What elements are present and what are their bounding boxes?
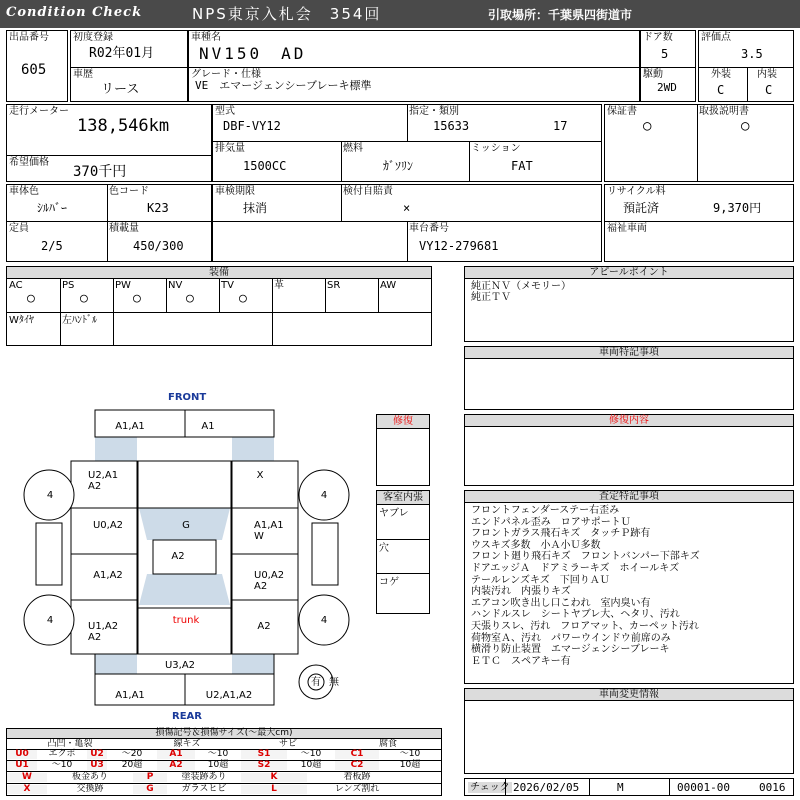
equip-key-2: PW — [115, 280, 131, 291]
front-label: FRONT — [168, 392, 207, 403]
spare-tire-no: 無 — [329, 677, 339, 688]
inspection-line: ハンドルスレ シートヤブレ大、ヘタリ、汚れ — [471, 609, 680, 621]
legend-code: S1 — [241, 750, 287, 759]
change-info-box: 車両変更情報 — [464, 688, 794, 774]
recycle-fee: 9,370円 — [713, 201, 762, 215]
mileage: 138,546km — [77, 116, 170, 136]
interior-burn: コゲ — [379, 577, 399, 588]
dmg-rr-door: U0,A2 A2 — [254, 570, 285, 592]
model-type: DBF-VY12 — [223, 119, 281, 133]
legend-desc: ～10 — [300, 749, 322, 759]
interior-box: 客室内張 ヤブレ 穴 コゲ — [376, 490, 430, 614]
repair-content-box: 修復内容 — [464, 414, 794, 486]
dmg-roof: A2 — [171, 551, 185, 562]
inspection-line: ドアエッジＡ ドアミラーキズ ホイールキズ — [471, 563, 680, 574]
check-label: チェック — [470, 782, 510, 793]
exterior-grade: C — [717, 83, 725, 97]
legend-code: P — [133, 773, 167, 782]
spec-box: 型式 DBF-VY12 指定・類別 15633 17 排気量 1500CC 燃料 ｶﾞｿﾘﾝ ミッション FAT — [212, 104, 602, 182]
inspection-line: エアコン吹き出し口こわれ 室内臭い有 — [471, 597, 651, 609]
inspection-line: フロントガラス飛石キズ タッチＰ跡有 — [471, 528, 651, 540]
tire-fr: 4 — [320, 490, 328, 501]
inspection-line: フロント廻り飛石キズ フロントバンパー下部キズ — [471, 551, 700, 563]
first-reg: R02年01月 — [89, 46, 155, 61]
legend-desc: エクボ — [48, 749, 76, 759]
legend-code: C2 — [335, 761, 379, 770]
equip-key-3: NV — [168, 280, 183, 291]
frame-number: VY12-279681 — [419, 239, 499, 253]
legend-desc: 10超 — [399, 760, 421, 770]
dmg-rl-quarter: U1,A2 A2 — [88, 621, 119, 643]
dmg-fr-fender: X — [256, 470, 264, 481]
legend-desc: 10超 — [207, 760, 229, 770]
legend-code: A1 — [157, 750, 195, 759]
pickup-location: 引取場所：千葉県四街道市 — [488, 8, 633, 22]
brand-title: Condition Check — [6, 5, 143, 20]
equip-key-0: AC — [9, 280, 23, 291]
legend-desc: 20超 — [121, 760, 143, 770]
check-num: 0016 — [759, 781, 786, 794]
special-notes-box: 車両特記事項 — [464, 346, 794, 410]
body-color: ｼﾙﾊﾞｰ — [37, 201, 68, 215]
legend-code: S2 — [241, 761, 287, 770]
check-code: 00001-00 — [677, 781, 730, 794]
model-name: NV150 AD — [199, 44, 307, 63]
manual-mark: ○ — [741, 118, 750, 134]
legend-desc: 10超 — [300, 760, 322, 770]
legend-code: G — [133, 785, 167, 794]
interior-tear: ヤブレ — [379, 508, 409, 519]
inspection-line: 天張りスレ、汚れ フロアマット、カーペット汚れ — [471, 621, 699, 632]
equip-key-7: AW — [380, 280, 397, 291]
displacement: 1500CC — [243, 159, 287, 173]
color-box: 車体色 ｼﾙﾊﾞｰ 色コード K23 定員 2/5 積載量 450/300 — [6, 184, 212, 262]
score-box: 評価点 3.5 外装 内装 C C — [698, 30, 794, 102]
legend-desc: レンズ割れ — [334, 784, 380, 794]
liability-insurance: × — [403, 201, 411, 215]
inspection-line: テールレンズキズ 下回りＡＵ — [471, 574, 610, 586]
legend-code: X — [7, 785, 47, 794]
dmg-fr-door: A1,A1 W — [254, 520, 284, 542]
legend-code: A2 — [157, 761, 195, 770]
equip-value-3: ○ — [186, 291, 194, 306]
recycle-status: 預託済 — [623, 201, 660, 215]
legend-desc: 板金あり — [71, 772, 108, 782]
legend-desc: 着板跡 — [343, 772, 371, 782]
inspection-line: エンドパネル歪み ロアサポートＵ — [471, 516, 631, 528]
legend-desc: ガラスヒビ — [181, 784, 227, 794]
check-mark: M — [617, 781, 624, 794]
capacity: 2/5 — [41, 239, 63, 253]
documents-box: 保証書 取扱説明書 ○ ○ — [604, 104, 794, 182]
tire-fl: 4 — [46, 490, 54, 501]
appeal-line-1: 純正ＮＶ（メモリー） — [471, 281, 571, 292]
dmg-fl-fender: U2,A1 A2 — [88, 470, 119, 492]
appeal-line-2: 純正ＴＶ — [471, 292, 511, 303]
repair-box: 修復 — [376, 414, 430, 486]
first-reg-box: 初度登録 R02年01月 車歴 リース — [70, 30, 188, 102]
legend-code: U2 — [87, 750, 107, 759]
inspection-line: ＥＴＣ スペアキー有 — [471, 655, 571, 667]
inspection-notes-box: 査定特記事項 フロントフェンダーステー右歪み エンドパネル歪み ロアサポートＵ フロントガラス飛石キズ タッチＰ跡有 ウスキズ多数 小Ａ小Ｕ多数 フロント廻り飛石キズ フロントバンパー下部キズ ドアエッジＡ ドアミラーキズ ホイールキズ テールレンズキズ 下回りＡＵ 内装汚れ 内張りキズ エアコン吹き出し口こわれ 室内臭い有 ハンドルスレ シートヤブレ大、ヘタリ、汚れ 天張りスレ、汚れ フロアマット、カーペット汚れ 荷物室Ａ、汚れ パワーウインドウ前席のみ 横滑り防止装置 エマージェンシーブレーキ ＥＴＣ スペアキー有 — [464, 490, 794, 684]
load-capacity: 450/300 — [133, 239, 184, 253]
transmission: FAT — [511, 159, 533, 173]
legend-desc: 交換跡 — [76, 784, 104, 794]
spec-class: 17 — [553, 119, 568, 133]
legend-group-3: 腐食 — [378, 739, 397, 749]
legend-desc: ～20 — [121, 749, 143, 759]
equip-wtire: Wﾀｲﾔ — [9, 315, 34, 326]
legend-desc: ～10 — [207, 749, 229, 759]
spare-tire-yes: 有 — [311, 677, 321, 688]
equip-value-1: ○ — [80, 291, 88, 306]
equip-key-5: 革 — [274, 280, 284, 291]
dmg-rear-left: A1,A1 — [115, 690, 145, 701]
legend-desc: ～10 — [51, 760, 73, 770]
tire-rr: 4 — [320, 615, 328, 626]
dmg-hood-right: A1 — [201, 421, 215, 432]
inspection-line: 横滑り防止装置 エマージェンシーブレーキ — [471, 644, 670, 656]
rear-label: REAR — [172, 711, 202, 722]
legend-group-0: 凸凹・亀裂 — [47, 739, 93, 749]
spec-number: 15633 — [433, 119, 470, 133]
legend-group-2: サビ — [278, 739, 297, 749]
legend-code: U3 — [87, 761, 107, 770]
doors: 5 — [661, 47, 669, 61]
legend-code: C1 — [335, 750, 379, 759]
dmg-windshield: G — [182, 520, 190, 531]
tire-rl: 4 — [46, 615, 54, 626]
equip-value-2: ○ — [133, 291, 141, 306]
lot-box: 出品番号 605 — [6, 30, 68, 102]
price: 370千円 — [73, 164, 127, 180]
legend-code: U1 — [7, 761, 37, 770]
interior-hole: 穴 — [379, 543, 389, 554]
legend-code: L — [241, 785, 307, 794]
doors-box: ドア数 5 駆動 2WD — [640, 30, 696, 102]
equip-lefthandle: 左ﾊﾝﾄﾞﾙ — [62, 315, 97, 326]
dmg-tailgate: U3,A2 — [164, 660, 196, 671]
equip-key-4: TV — [221, 280, 234, 291]
inspection-line: フロントフェンダーステー右歪み — [471, 505, 620, 516]
equipment-box: 装備 AC ○ PS ○ PW ○ NV ○ TV ○ 革 SR AW Wﾀｲﾔ 左ﾊﾝﾄﾞﾙ — [6, 266, 432, 346]
dmg-rr-quarter: A2 — [257, 621, 271, 632]
mileage-box: 走行メーター 138,546km 希望価格 370千円 — [6, 104, 212, 182]
model-box: 車種名 NV150 AD グレード・仕様 VE エマージェンシーブレーキ標準 — [188, 30, 640, 102]
dmg-rl-door: A1,A2 — [93, 570, 123, 581]
vehicle-history: リース — [101, 82, 140, 97]
equip-key-6: SR — [327, 280, 341, 291]
legend-code: W — [7, 773, 47, 782]
inspection-line: 内装汚れ 内張りキズ — [471, 586, 571, 598]
score: 3.5 — [741, 47, 763, 61]
drive: 2WD — [657, 81, 677, 94]
inspection-box: 車検期限 抹消 検付自賠責 × 車台番号 VY12-279681 — [212, 184, 602, 262]
grade: VE エマージェンシーブレーキ標準 — [195, 79, 372, 92]
legend-box: 損傷記号＆損傷サイズ(～最大cm) 凸凹・亀裂 線キズ サビ 腐食 U0 エクボ U2 ～20 A1 ～10 S1 ～10 C1 ～10 U1 ～10 U3 20超 A2 10超 S2 10超 C2 10超 W 板金あり P 塗装跡あり K 着板跡 X 交換跡 G ガラスヒビ L レンズ割れ — [6, 728, 442, 796]
inspection-line: 荷物室Ａ、汚れ パワーウインドウ前席のみ — [471, 632, 671, 644]
dmg-rear-right: U2,A1,A2 — [205, 690, 253, 701]
fuel: ｶﾞｿﾘﾝ — [383, 159, 414, 173]
legend-desc: 塗装跡あり — [181, 772, 227, 782]
color-code: K23 — [147, 201, 169, 215]
warranty-mark: ○ — [643, 118, 652, 134]
lot-number: 605 — [21, 62, 47, 78]
check-date: 2026/02/05 — [513, 781, 580, 794]
legend-code: U0 — [7, 750, 37, 759]
dmg-fl-door: U0,A2 — [92, 520, 124, 531]
dmg-hood-left: A1,A1 — [115, 421, 145, 432]
recycle-box: リサイクル料 預託済 9,370円 福祉車両 — [604, 184, 794, 262]
trunk-label: trunk — [172, 615, 200, 626]
header-bar — [0, 0, 800, 28]
inspection-expiry: 抹消 — [243, 201, 268, 215]
interior-grade: C — [765, 83, 773, 97]
footer-bar — [464, 778, 794, 796]
legend-code: K — [241, 773, 307, 782]
legend-group-1: 線キズ — [173, 739, 201, 749]
auction-title: NPS東京入札会 354回 — [192, 5, 382, 23]
legend-desc: ～10 — [399, 749, 421, 759]
equip-value-0: ○ — [27, 291, 35, 306]
equip-key-1: PS — [62, 280, 75, 291]
inspection-line: ウスキズ多数 小Ａ小Ｕ多数 — [471, 539, 601, 551]
appeal-box: アピールポイント 純正ＮＶ（メモリー） 純正ＴＶ — [464, 266, 794, 342]
equip-value-4: ○ — [239, 291, 247, 306]
